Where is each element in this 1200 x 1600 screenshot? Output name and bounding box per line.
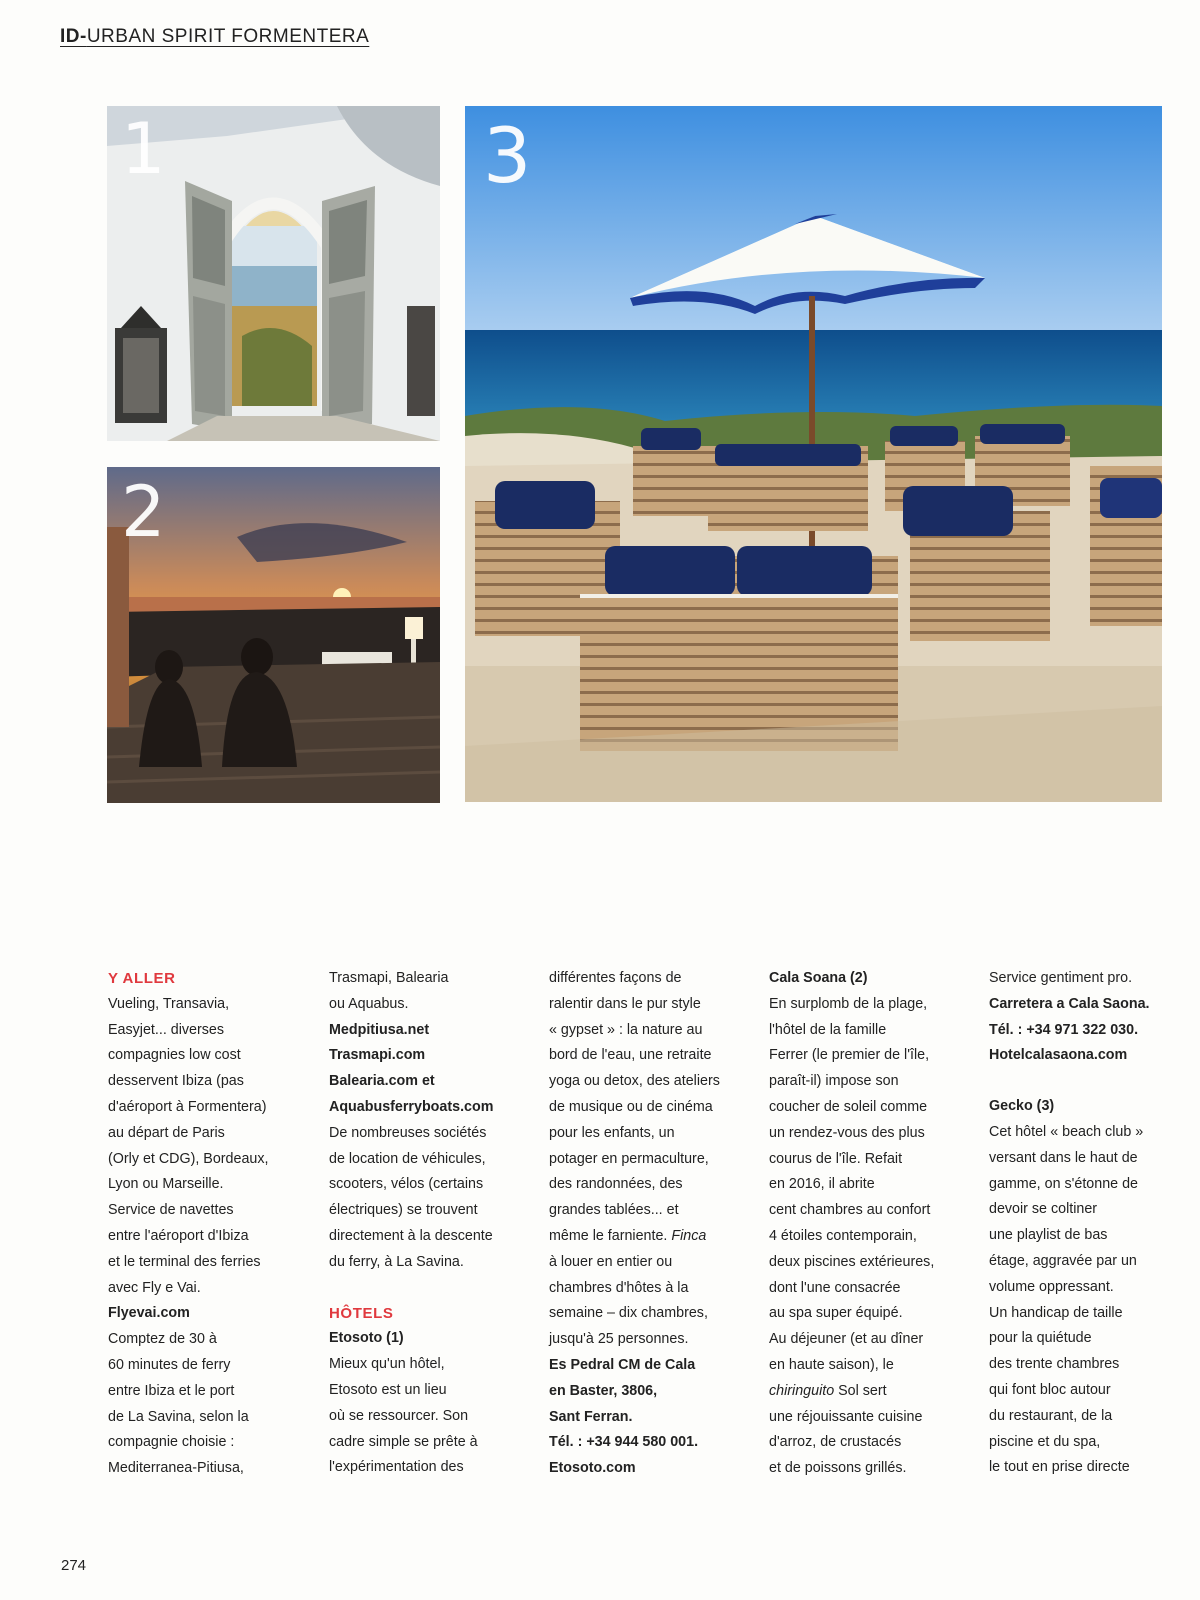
col4-line: deux piscines extérieures,	[769, 1253, 935, 1270]
col2-line: ou Aquabus.	[329, 995, 409, 1012]
col5-line: gamme, on s'étonne de	[989, 1175, 1138, 1192]
col2-line: directement à la descente	[329, 1227, 493, 1244]
col2-line: l'expérimentation des	[329, 1459, 464, 1476]
col5-line: piscine et du spa,	[989, 1433, 1101, 1450]
photo-number-2: 2	[121, 471, 166, 553]
col4-line: l'hôtel de la famille	[769, 1021, 887, 1038]
hotel-gecko-title: Gecko (3)	[989, 1098, 1055, 1115]
col3-line	[549, 1224, 739, 1250]
col1-line: d'aéroport à Formentera)	[108, 1098, 267, 1115]
col1-line: compagnie choisie :	[108, 1434, 235, 1451]
column-1	[108, 966, 298, 1482]
col4-line: d'arroz, de crustacés	[769, 1434, 902, 1451]
col2-line: Mieux qu'un hôtel,	[329, 1356, 445, 1373]
col1-line: compagnies low cost	[108, 1047, 241, 1064]
col2-line: où se ressourcer. Son	[329, 1407, 469, 1424]
col1-line: entre Ibiza et le port	[108, 1382, 235, 1399]
col2-line: De nombreuses sociétés	[329, 1124, 487, 1141]
col1-line: au départ de Paris	[108, 1124, 225, 1141]
col4-line	[769, 1379, 959, 1405]
word-finca: Finca	[671, 1227, 707, 1244]
col4-line: en haute saison), le	[769, 1356, 894, 1373]
col3-line: bord de l'eau, une retraite	[549, 1047, 712, 1064]
col4-line: paraît-il) impose son	[769, 1073, 899, 1090]
col4-line: une réjouissante cuisine	[769, 1408, 923, 1425]
col1-line: 60 minutes de ferry	[108, 1356, 231, 1373]
col5-line: du restaurant, de la	[989, 1407, 1113, 1424]
link-balearia[interactable]: Balearia.com et	[329, 1073, 435, 1090]
col5-line: devoir se coltiner	[989, 1201, 1098, 1218]
col2-line: Trasmapi, Balearia	[329, 970, 449, 986]
col4-line: cent chambres au confort	[769, 1202, 931, 1219]
col2-line: de location de véhicules,	[329, 1150, 486, 1167]
col3-line: des randonnées, des	[549, 1176, 683, 1193]
link-medpitiusa[interactable]: Medpitiusa.net	[329, 1021, 430, 1038]
col1-line: Mediterranea-Pitiusa,	[108, 1460, 244, 1477]
col3-line: chambres d'hôtes à la	[549, 1279, 689, 1296]
col1-line: Service de navettes	[108, 1202, 234, 1219]
col1-line: Comptez de 30 à	[108, 1331, 217, 1348]
photo-doorway	[107, 106, 440, 441]
etosoto-phone: Tél. : +34 944 580 001.	[549, 1434, 699, 1451]
etosoto-address: Sant Ferran.	[549, 1408, 633, 1425]
header-prefix: ID-	[60, 26, 87, 47]
col1-line: et le terminal des ferries	[108, 1253, 261, 1270]
col4-line: Au déjeuner (et au dîner	[769, 1331, 924, 1348]
col2-line: scooters, vélos (certains	[329, 1176, 484, 1193]
col3-line: semaine – dix chambres,	[549, 1305, 708, 1322]
hotel-etosoto-title: Etosoto (1)	[329, 1330, 404, 1347]
photo-beach-club	[465, 106, 1162, 802]
col4-sol-sert: Sol sert	[834, 1382, 887, 1399]
col1-line: Easyjet... diverses	[108, 1021, 225, 1038]
col5-line: volume oppressant.	[989, 1278, 1114, 1295]
col3-line: différentes façons de	[549, 970, 682, 986]
col3-line: jusqu'à 25 personnes.	[549, 1331, 689, 1348]
col4-line: un rendez-vous des plus	[769, 1124, 925, 1141]
link-etosoto[interactable]: Etosoto.com	[549, 1460, 636, 1477]
col4-line: 4 étoiles contemporain,	[769, 1227, 917, 1244]
cala-saona-phone: Tél. : +34 971 322 030.	[989, 1021, 1139, 1038]
col3-line: « gypset » : la nature au	[549, 1021, 703, 1038]
col5-line: une playlist de bas	[989, 1227, 1108, 1244]
heading-y-aller: Y ALLER	[108, 970, 176, 987]
col1-line: avec Fly e Vai.	[108, 1279, 201, 1296]
photo-sunset-terrace	[107, 467, 440, 803]
col3-farniente: même le farniente.	[549, 1227, 668, 1244]
col2-line: du ferry, à La Savina.	[329, 1253, 464, 1270]
link-aquabus[interactable]: Aquabusferryboats.com	[329, 1098, 494, 1115]
link-trasmapi[interactable]: Trasmapi.com	[329, 1047, 426, 1064]
col3-line: pour les enfants, un	[549, 1124, 675, 1141]
col4-line: courus de l'île. Refait	[769, 1150, 903, 1167]
col3-line: potager en permaculture,	[549, 1150, 709, 1167]
col4-line: en 2016, il abrite	[769, 1176, 875, 1193]
col1-line: (Orly et CDG), Bordeaux,	[108, 1150, 269, 1167]
word-chiringuito: chiringuito	[769, 1382, 835, 1399]
col2-line: cadre simple se prête à	[329, 1433, 478, 1450]
cala-saona-address: Carretera a Cala Saona.	[989, 995, 1150, 1012]
heading-hotels: HÔTELS	[329, 1304, 394, 1322]
col5-line: versant dans le haut de	[989, 1149, 1138, 1166]
col3-line: de musique ou de cinéma	[549, 1098, 713, 1115]
col5-line: pour la quiétude	[989, 1330, 1092, 1347]
col2-line: électriques) se trouvent	[329, 1202, 478, 1219]
col1-line: de La Savina, selon la	[108, 1408, 249, 1425]
col4-line: Ferrer (le premier de l'île,	[769, 1047, 930, 1064]
col4-line: au spa super équipé.	[769, 1305, 903, 1322]
col4-line: dont l'une consacrée	[769, 1279, 901, 1296]
column-3	[549, 966, 739, 1482]
column-4	[769, 966, 959, 1482]
col4-line: coucher de soleil comme	[769, 1098, 928, 1115]
col5-line: qui font bloc autour	[989, 1381, 1111, 1398]
col5-line: des trente chambres	[989, 1356, 1120, 1373]
etosoto-address: en Baster, 3806,	[549, 1382, 658, 1399]
col5-line: le tout en prise directe	[989, 1459, 1130, 1476]
col5-line: étage, aggravée par un	[989, 1252, 1137, 1269]
section-header	[60, 26, 369, 48]
header-title: URBAN SPIRIT FORMENTERA	[86, 26, 370, 47]
col3-line: à louer en entier ou	[549, 1253, 673, 1270]
col1-line: entre l'aéroport d'Ibiza	[108, 1227, 249, 1244]
col5-line: Cet hôtel « beach club »	[989, 1123, 1144, 1140]
col3-line: ralentir dans le pur style	[549, 995, 701, 1012]
col2-line: Etosoto est un lieu	[329, 1381, 447, 1398]
photo-number-3: 3	[483, 111, 532, 200]
col4-line: et de poissons grillés.	[769, 1460, 907, 1477]
col5-line: Service gentiment pro.	[989, 970, 1133, 986]
col5-line: Un handicap de taille	[989, 1304, 1123, 1321]
col1-line: desservent Ibiza (pas	[108, 1073, 244, 1090]
column-5	[989, 966, 1179, 1481]
link-flyevai[interactable]: Flyevai.com	[108, 1305, 190, 1322]
column-2	[329, 966, 519, 1481]
link-hotelcalasaona[interactable]: Hotelcalasaona.com	[989, 1047, 1128, 1064]
photo-number-1: 1	[121, 108, 166, 190]
col1-line: Vueling, Transavia,	[108, 995, 230, 1012]
col3-line: yoga ou detox, des ateliers	[549, 1073, 720, 1090]
col4-line: En surplomb de la plage,	[769, 995, 928, 1012]
page-number: 274	[61, 1557, 87, 1574]
etosoto-address: Es Pedral CM de Cala	[549, 1356, 696, 1373]
col3-line: grandes tablées... et	[549, 1202, 679, 1219]
col1-line: Lyon ou Marseille.	[108, 1176, 224, 1193]
hotel-cala-soana-title: Cala Soana (2)	[769, 970, 868, 986]
